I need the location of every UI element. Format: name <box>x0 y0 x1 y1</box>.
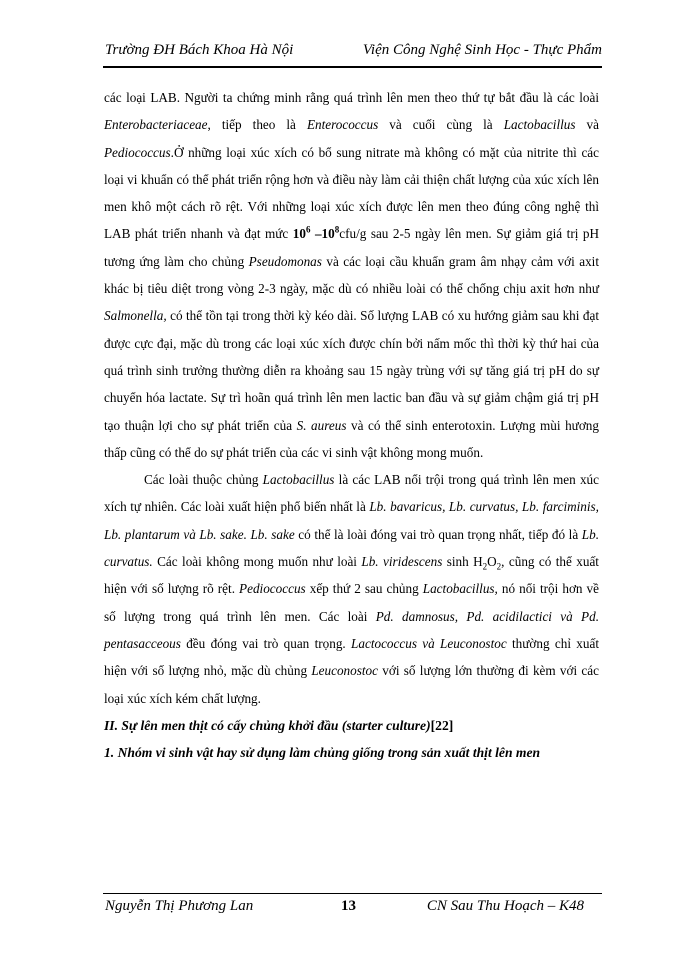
section-heading <box>104 712 599 739</box>
species-name: Lb. viridescens <box>361 554 443 570</box>
text-run: , cũng có thể xuất hiện với số lượng rõ rệt. <box>104 554 599 597</box>
page-body <box>104 84 599 766</box>
text-run: có thể tồn tại trong thời kỳ kéo dài. Số lượng LAB có xu hướng giảm sau khi đạt được cực đại, mặc dù trong các loại xúc xích được chín bởi nấm mốc thì thời kỳ thứ hai của quá trình sinh trưởng thường diễn ra khoảng sau 15 ngày trùng với sự tăng giá trị pH do sự chuyển hóa lactate. Sự trì hoãn quá trình lên men lactic ban đầu và sự giảm chậm giá trị pH tạo thuận lợi cho sự phát triển của <box>104 308 599 433</box>
species-name: Lactobacillus <box>262 472 335 488</box>
count-value <box>293 226 339 241</box>
subsection-heading: 1. Nhóm vi sinh vật hay sử dụng làm chủng giống trong sản xuất thịt lên men <box>104 745 541 761</box>
text-run: là các LAB nổi trội trong quá trình lên men xúc xích tự nhiên. Các loài xuất hiện phổ biến nhất là <box>104 472 599 515</box>
text-run: O <box>487 554 497 570</box>
text-run: và <box>575 117 599 133</box>
text-run: và các loại cầu khuẩn gram âm nhạy cảm với axit khác bị tiêu diệt trong vòng 2-3 ngày, mặc dù có nhiều loài có thể chống chịu axit hơn như <box>104 253 599 297</box>
page-number: 13 <box>341 898 356 914</box>
species-name: Enterobacteriaceae <box>104 117 208 133</box>
page-footer <box>105 898 602 922</box>
count-base: –10 <box>310 226 335 242</box>
exponent: 6 <box>305 225 311 236</box>
text-run: Các loài thuộc chủng <box>144 472 263 488</box>
footer-rule <box>103 893 602 894</box>
subscript: 2 <box>496 561 502 572</box>
species-name: Lb. bavaricus, Lb. curvatus, Lb. farciminis, Lb. plantarum và Lb. sake. Lb. sake <box>104 499 599 542</box>
exponent: 8 <box>334 225 340 236</box>
species-name: Pediococcus <box>104 144 171 160</box>
page-header <box>105 42 602 66</box>
text-run: và có thể sinh enterotoxin. Lượng mùi hương thấp cũng có thể do sự phát triển của các vi sinh vật không mong muốn. <box>104 417 599 460</box>
text-run: thường chỉ xuất hiện với số lượng nhỏ, mặc dù chủng <box>104 635 599 679</box>
header-department: Viện Công Nghệ Sinh Học - Thực Phẩm <box>362 42 602 58</box>
text-run: có thể là loài đóng vai trò quan trọng nhất, tiếp đó là <box>294 526 582 542</box>
subscript: 2 <box>482 561 488 572</box>
text-run: , tiếp theo là <box>207 117 307 133</box>
footer-author: Nguyễn Thị Phương Lan <box>105 898 254 914</box>
citation-ref: [22] <box>430 717 454 733</box>
species-name: Lactobacillus <box>503 117 576 133</box>
text-run: nó nổi trội hơn về số lượng trong quá trình lên men. Các loài <box>104 581 599 624</box>
count-base: 10 <box>292 226 306 242</box>
text-run: đều đóng vai trò quan trọng. <box>180 635 352 651</box>
species-name: Enterococcus <box>306 117 379 133</box>
footer-course: CN Sau Thu Hoạch – K48 <box>426 898 584 914</box>
text-run: .Ở những loại xúc xích có bổ sung nitrate mà không có mặt của nitrite thì các loại vi khuẩn có thể phát triển rộng hơn và điều này làm cải thiện chất lượng của xúc xích lên men khô một cách rõ rệt. Với những loại xúc xích được lên men theo đúng công nghệ thì LAB phát triển nhanh và đạt mức <box>104 144 599 242</box>
text-run: các loại LAB. Người ta chứng minh rằng quá trình lên men theo thứ tự bắt đầu là các loài <box>104 90 599 105</box>
text-run: và cuối cùng là <box>378 117 504 133</box>
text-run: với số lượng lớn thường đi kèm với các loại xúc xích kém chất lượng. <box>104 663 599 706</box>
species-name: Pseudomonas <box>248 253 322 269</box>
species-name: Salmonella, <box>104 308 167 324</box>
species-name: Lactococcus và Leuconostoc <box>351 635 507 651</box>
text-run: xếp thứ 2 sau chủng <box>305 581 423 597</box>
section-heading-text: II. Sự lên men thịt có cấy chủng khởi đầu (starter culture) <box>104 717 431 733</box>
species-name: Leuconostoc <box>311 663 378 679</box>
text-run: Các loài không mong muốn như loài <box>152 554 362 570</box>
paragraph-1 <box>104 84 599 466</box>
species-name: Pediococcus <box>239 581 306 597</box>
header-institution: Trường ĐH Bách Khoa Hà Nội <box>105 42 294 58</box>
species-name: Pd. damnosus, Pd. acidilactici và Pd. pentasacceous <box>104 608 600 651</box>
text-run: cfu/g sau 2-5 ngày lên men. Sự giảm giá trị pH tương ứng làm cho chủng <box>104 226 599 269</box>
species-name: Lb. curvatus. <box>104 526 599 570</box>
species-name: Lactobacillus, <box>422 581 498 597</box>
text-run: sinh H <box>442 554 483 570</box>
paragraph-2 <box>104 466 599 712</box>
header-rule <box>103 66 602 68</box>
species-name: S. aureus <box>296 417 347 433</box>
